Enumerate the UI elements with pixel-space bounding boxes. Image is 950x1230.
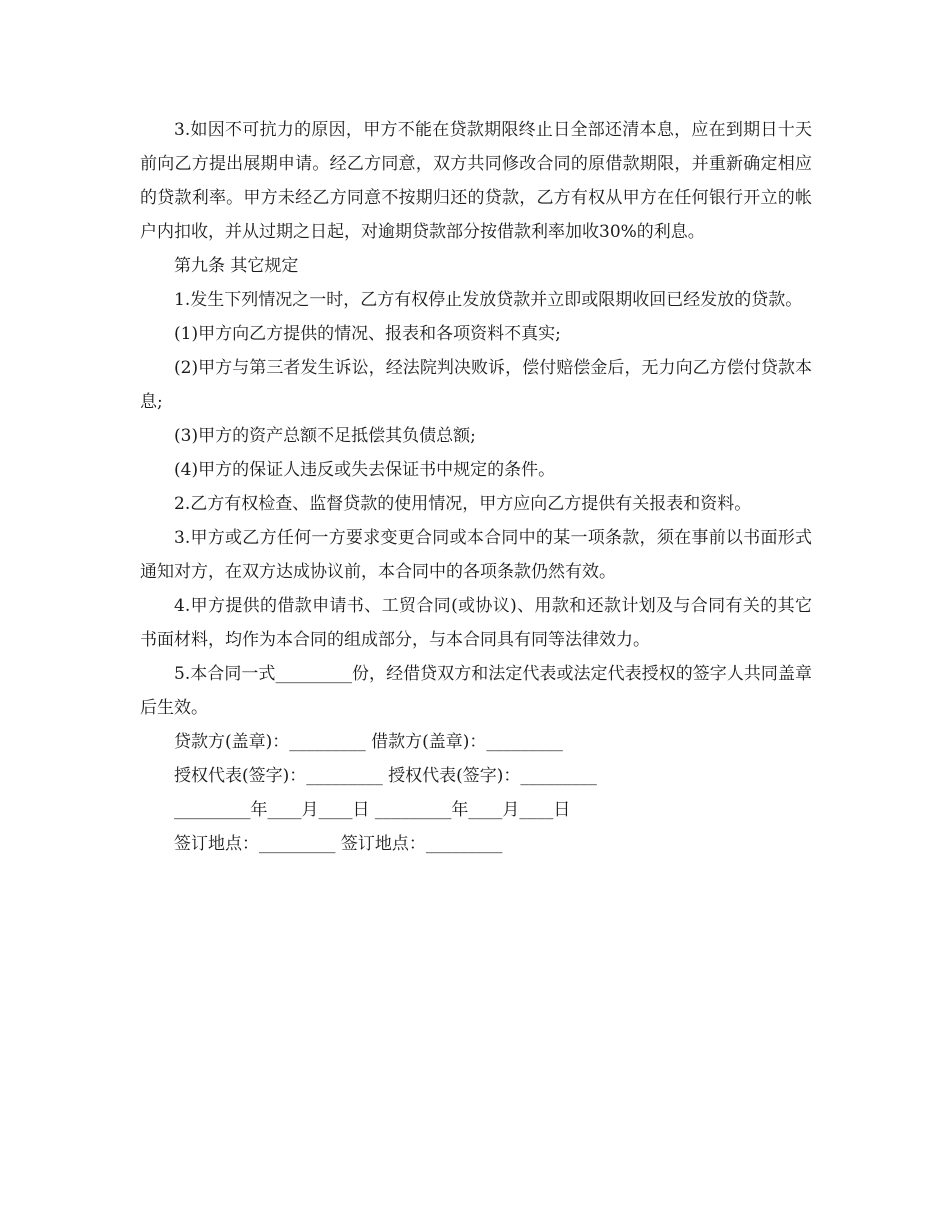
paragraph-clause-5: 5.本合同一式_________份，经借贷双方和法定代表或法定代表授权的签字人共同盖章后生效。 xyxy=(140,664,812,718)
paragraph-clause-4: 4.甲方提供的借款申请书、工贸合同(或协议)、用款和还款计划及与合同有关的其它书面材料，均作为本合同的组成部分，与本合同具有同等法律效力。 xyxy=(140,596,812,650)
paragraph-clause-2: 2.乙方有权检查、监督贷款的使用情况，甲方应向乙方提供有关报表和资料。 xyxy=(174,494,752,514)
paragraph-item-2: (2)甲方与第三者发生诉讼，经法院判决败诉，偿付赔偿金后，无力向乙方偿付贷款本息; xyxy=(140,358,812,412)
signature-location-line: 签订地点：_________ 签订地点：_________ xyxy=(174,834,503,854)
paragraph-item-4: (4)甲方的保证人违反或失去保证书中规定的条件。 xyxy=(174,460,556,480)
article-nine-heading: 第九条 其它规定 xyxy=(174,256,299,276)
document-page xyxy=(140,0,812,861)
paragraph-clause-1: 1.发生下列情况之一时，乙方有权停止发放贷款并立即或限期收回已经发放的贷款。 xyxy=(174,290,803,310)
paragraph-clause-3: 3.甲方或乙方任何一方要求变更合同或本合同中的某一项条款，须在事前以书面形式通知对方，在双方达成协议前，本合同中的各项条款仍然有效。 xyxy=(140,528,812,582)
signature-seal-line: 贷款方(盖章)：_________ 借款方(盖章)：_________ xyxy=(174,732,563,752)
paragraph-item-3: (3)甲方的资产总额不足抵偿其负债总额; xyxy=(174,426,476,446)
paragraph-item-1: (1)甲方向乙方提供的情况、报表和各项资料不真实; xyxy=(174,324,561,344)
paragraph-force-majeure: 3.如因不可抗力的原因，甲方不能在贷款期限终止日全部还清本息，应在到期日十天前向乙方提出展期申请。经乙方同意，双方共同修改合同的原借款期限，并重新确定相应的贷款利率。甲方未经乙方同意不按期归还的贷款，乙方有权从甲方在任何银行开立的帐户内扣收，并从过期之日起，对逾期贷款部分按借款利率加收30%的利息。 xyxy=(140,120,812,242)
signature-date-line: _________年____月____日 _________年____月____日 xyxy=(174,800,571,820)
signature-representative-line: 授权代表(签字)：_________ 授权代表(签字)：_________ xyxy=(174,766,597,786)
